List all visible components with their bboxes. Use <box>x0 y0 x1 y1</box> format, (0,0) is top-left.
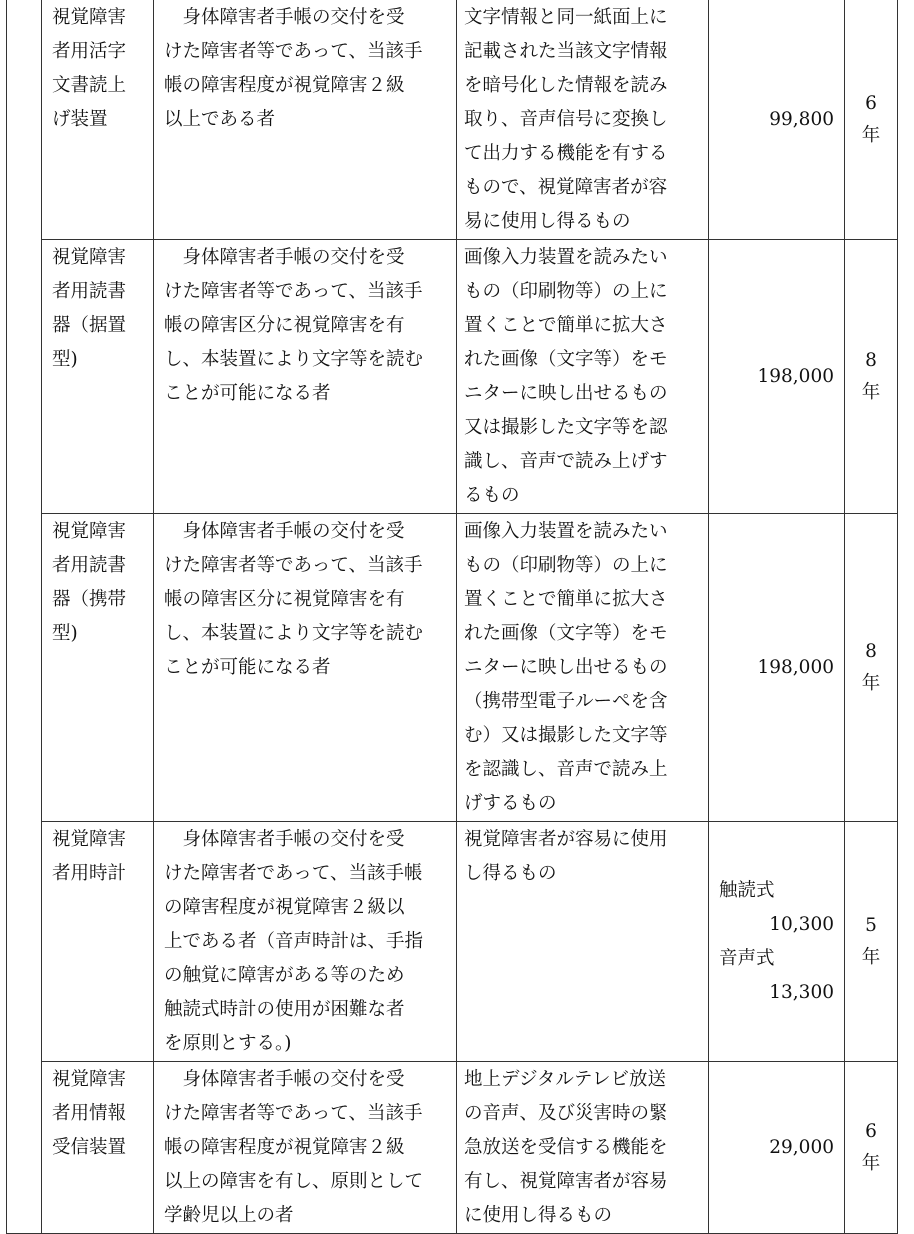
eligibility-line: 以上である者 <box>164 109 276 130</box>
eligibility-line: 身体障害者手帳の交付を受 <box>182 247 405 268</box>
table-row <box>7 240 898 514</box>
item-name-line: 器（据置 <box>52 315 127 336</box>
specification-line: 有し、視覚障害者が容易 <box>464 1171 668 1192</box>
item-name-line: 器（携帯 <box>52 589 127 610</box>
specification-line: て出力する機能を有する <box>464 143 668 164</box>
amount-value: 198,000 <box>757 656 834 678</box>
item-name-line: 者用読書 <box>52 281 127 302</box>
base-amount-cell <box>709 1062 845 1234</box>
specification-line: に使用し得るもの <box>464 1205 613 1226</box>
item-name-line: 視覚障害 <box>52 521 127 542</box>
specification-line: を暗号化した情報を読み <box>464 75 668 96</box>
specification-line: し得るもの <box>464 863 557 884</box>
specification-line: 取り、音声信号に変換し <box>464 109 668 130</box>
eligibility-line: 身体障害者手帳の交付を受 <box>182 1069 405 1090</box>
item-name-line: 者用読書 <box>52 555 127 576</box>
amount-value: 13,300 <box>769 981 834 1003</box>
specification-line: もの（印刷物等）の上に <box>464 555 668 576</box>
item-name-line: げ装置 <box>52 109 108 130</box>
item-name-cell <box>42 240 154 514</box>
specification-line: 地上デジタルテレビ放送 <box>464 1069 667 1090</box>
specification-line: （携帯型電子ルーペを含 <box>464 691 668 712</box>
specification-line: もので、視覚障害者が容 <box>464 177 668 198</box>
eligibility-line: 上である者（音声時計は、手指 <box>164 931 424 952</box>
specification-line: るもの <box>464 485 520 506</box>
eligibility-line: し、本装置により文字等を読む <box>164 349 424 370</box>
specification-line: 又は撮影した文字等を認 <box>464 417 668 438</box>
item-name-line: 視覚障害 <box>52 1069 127 1090</box>
specification-line: の音声、及び災害時の緊 <box>464 1103 668 1124</box>
eligibility-line: の障害程度が視覚障害２級以 <box>164 897 405 918</box>
durable-period-cell <box>845 514 898 822</box>
eligibility-cell <box>154 240 457 514</box>
table-row <box>7 1062 898 1234</box>
item-name-line: 視覚障害 <box>52 7 127 28</box>
eligibility-line: ことが可能になる者 <box>164 657 331 678</box>
period-number: 6 <box>865 92 877 114</box>
eligibility-line: 身体障害者手帳の交付を受 <box>182 829 405 850</box>
amount-value: 10,300 <box>769 913 834 935</box>
specification-line: 置くことで簡単に拡大さ <box>464 589 668 610</box>
eligibility-line: けた障害者等であって、当該手 <box>164 1103 423 1124</box>
category-column <box>7 0 42 1234</box>
item-name-cell <box>42 0 154 240</box>
eligibility-line: の触覚に障害がある等のため <box>164 965 405 986</box>
eligibility-cell <box>154 822 457 1062</box>
eligibility-line: 帳の障害程度が視覚障害２級 <box>164 1137 405 1158</box>
durable-period-cell <box>845 240 898 514</box>
base-amount-cell <box>709 0 845 240</box>
item-name-line: 視覚障害 <box>52 829 127 850</box>
durable-period-cell <box>845 1062 898 1234</box>
item-name-line: 者用時計 <box>52 863 127 884</box>
period-number: 6 <box>865 1120 877 1142</box>
eligibility-line: 以上の障害を有し、原則として <box>164 1171 424 1192</box>
item-name-line: 型) <box>52 349 78 370</box>
base-amount-cell <box>709 240 845 514</box>
amount-type-label: 触読式 <box>719 879 775 901</box>
specification-line: ニターに映し出せるもの <box>464 383 668 404</box>
eligibility-line: 学齢児以上の者 <box>164 1205 294 1226</box>
period-unit: 年 <box>861 946 881 968</box>
table-row <box>7 0 898 240</box>
specification-line: れた画像（文字等）をモ <box>464 623 668 644</box>
item-name-line: 文書読上 <box>52 75 127 96</box>
table-row <box>7 514 898 822</box>
amount-value: 29,000 <box>769 1136 834 1158</box>
specification-line: を認識し、音声で読み上 <box>464 759 668 780</box>
eligibility-line: 帳の障害区分に視覚障害を有 <box>164 589 405 610</box>
specification-line: 画像入力装置を読みたい <box>464 247 668 268</box>
eligibility-line: けた障害者であって、当該手帳 <box>164 863 423 884</box>
base-amount-cell <box>709 514 845 822</box>
amount-value: 99,800 <box>769 108 834 130</box>
specification-line: 画像入力装置を読みたい <box>464 521 668 542</box>
durable-period-cell <box>845 822 898 1062</box>
eligibility-line: 帳の障害程度が視覚障害２級 <box>164 75 405 96</box>
item-name-line: 者用活字 <box>52 41 127 62</box>
eligibility-line: 触読式時計の使用が困難な者 <box>164 999 405 1020</box>
specification-line: 記載された当該文字情報 <box>464 41 668 62</box>
specification-cell <box>457 822 709 1062</box>
eligibility-line: を原則とする。) <box>164 1033 292 1054</box>
specification-cell <box>457 0 709 240</box>
period-number: 5 <box>865 914 877 936</box>
base-amount-cell <box>709 822 845 1062</box>
item-name-cell <box>42 822 154 1062</box>
period-unit: 年 <box>861 124 881 146</box>
eligibility-cell <box>154 0 457 240</box>
eligibility-line: ことが可能になる者 <box>164 383 331 404</box>
amount-type-label: 音声式 <box>719 947 775 969</box>
item-name-line: 受信装置 <box>52 1137 127 1158</box>
eligibility-line: 帳の障害区分に視覚障害を有 <box>164 315 405 336</box>
period-unit: 年 <box>861 1152 881 1174</box>
period-number: 8 <box>865 640 877 662</box>
item-name-cell <box>42 514 154 822</box>
eligibility-line: けた障害者等であって、当該手 <box>164 555 423 576</box>
eligibility-line: 身体障害者手帳の交付を受 <box>182 7 405 28</box>
item-name-cell <box>42 1062 154 1234</box>
period-unit: 年 <box>861 672 881 694</box>
specification-line: もの（印刷物等）の上に <box>464 281 668 302</box>
eligibility-line: 身体障害者手帳の交付を受 <box>182 521 405 542</box>
specification-line: む）又は撮影した文字等 <box>464 725 668 746</box>
equipment-table <box>6 0 898 1234</box>
specification-line: 易に使用し得るもの <box>464 211 631 232</box>
specification-line: 置くことで簡単に拡大さ <box>464 315 668 336</box>
specification-cell <box>457 514 709 822</box>
specification-line: 文字情報と同一紙面上に <box>464 7 668 28</box>
item-name-line: 者用情報 <box>52 1103 127 1124</box>
specification-line: 急放送を受信する機能を <box>464 1137 668 1158</box>
period-number: 8 <box>865 349 877 371</box>
table-row <box>7 822 898 1062</box>
specification-line: れた画像（文字等）をモ <box>464 349 668 370</box>
specification-line: げするもの <box>464 793 557 814</box>
eligibility-line: し、本装置により文字等を読む <box>164 623 424 644</box>
specification-line: ニターに映し出せるもの <box>464 657 668 678</box>
amount-value: 198,000 <box>757 365 834 387</box>
eligibility-cell <box>154 514 457 822</box>
durable-period-cell <box>845 0 898 240</box>
eligibility-cell <box>154 1062 457 1234</box>
item-name-line: 視覚障害 <box>52 247 127 268</box>
specification-cell <box>457 1062 709 1234</box>
period-unit: 年 <box>861 381 881 403</box>
eligibility-line: けた障害者等であって、当該手 <box>164 41 423 62</box>
specification-line: 視覚障害者が容易に使用 <box>464 829 668 850</box>
item-name-line: 型) <box>52 623 78 644</box>
specification-line: 識し、音声で読み上げす <box>464 451 668 472</box>
specification-cell <box>457 240 709 514</box>
eligibility-line: けた障害者等であって、当該手 <box>164 281 423 302</box>
